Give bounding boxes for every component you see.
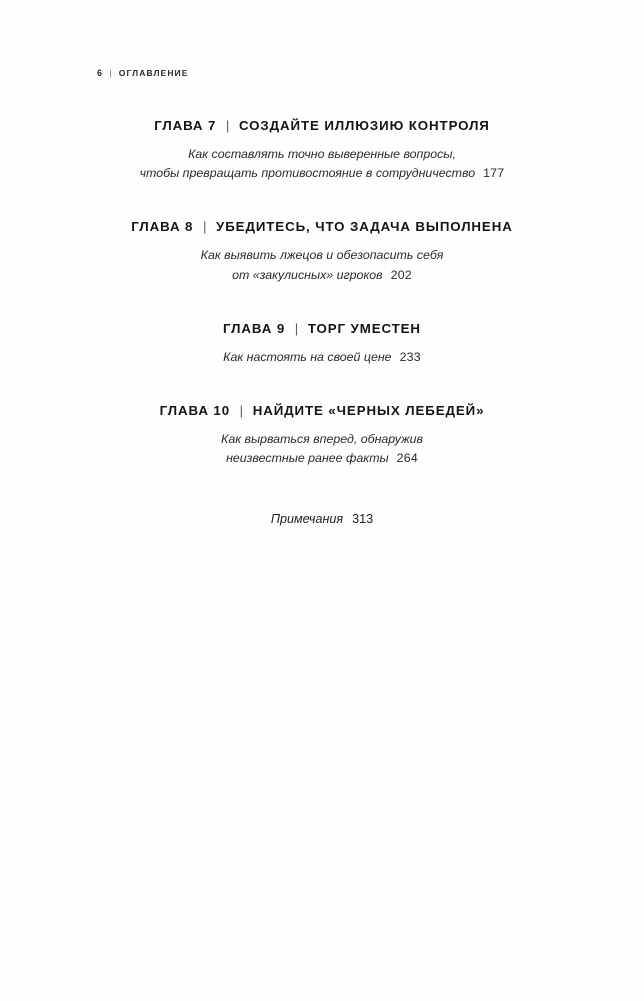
toc-entry[interactable] (87, 397, 557, 468)
toc-entry-subtitle (87, 145, 557, 183)
toc-entry-heading: СОЗДАЙТЕ ИЛЛЮЗИЮ КОНТРОЛЯ (239, 118, 490, 133)
toc-entry-title (87, 403, 557, 419)
toc-entry-chapter-label: ГЛАВА 9 (223, 320, 286, 336)
toc-entry-subtitle-text: от «закулисных» игроков (232, 267, 383, 282)
toc-entry-subtitle (87, 348, 557, 367)
toc-entry-subtitle (87, 246, 557, 284)
toc-entry-title (87, 321, 557, 337)
page-folio: 6 (97, 68, 103, 78)
toc-entry-page: 177 (483, 166, 505, 181)
toc-entry[interactable] (87, 213, 557, 284)
toc-entry-subtitle-text: чтобы превращать противостояние в сотрудничество (139, 166, 476, 181)
toc-entry-chapter-label: ГЛАВА 7 (154, 118, 217, 133)
running-head (97, 68, 189, 78)
toc-entry-separator: | (202, 219, 207, 235)
toc-entry-separator: | (239, 402, 244, 418)
running-head-separator: | (109, 68, 112, 78)
toc-entry-subtitle-line-1: Как выявить лжецов и обезопасить себя (200, 248, 444, 263)
toc-entry-notes[interactable] (0, 512, 644, 526)
toc-entry-page: 233 (399, 349, 421, 364)
toc-entry-heading: УБЕДИТЕСЬ, ЧТО ЗАДАЧА ВЫПОЛНЕНА (216, 219, 513, 235)
toc-entry-subtitle-text: неизвестные ранее факты (226, 451, 389, 466)
toc-entry-subtitle-line-2 (87, 164, 557, 183)
toc-entry-subtitle (87, 430, 557, 468)
toc-entry-subtitle-line-2 (87, 449, 557, 468)
toc-entry-separator: | (294, 320, 299, 336)
toc-entry-heading: ТОРГ УМЕСТЕН (307, 320, 421, 336)
toc-entry-title (87, 118, 557, 134)
toc-notes-label: Примечания (270, 512, 344, 527)
toc-entry[interactable] (87, 112, 557, 183)
toc-entry-heading: НАЙДИТЕ «ЧЕРНЫХ ЛЕБЕДЕЙ» (252, 402, 485, 418)
toc-entry[interactable] (87, 315, 557, 367)
toc-entry-separator: | (225, 118, 230, 133)
toc-notes-page: 313 (352, 512, 374, 527)
toc-entry-subtitle-line-1: Как вырваться вперед, обнаружив (221, 431, 423, 446)
toc-entry-subtitle-text: Как настоять на своей цене (223, 349, 392, 364)
toc-entry-subtitle-line-2 (87, 266, 557, 285)
toc-entry-chapter-label: ГЛАВА 8 (131, 219, 194, 235)
toc-entry-page: 264 (396, 451, 418, 466)
table-of-contents (0, 112, 644, 526)
toc-entry-subtitle-line-1: Как составлять точно выверенные вопросы, (188, 146, 456, 161)
toc-entry-page: 202 (390, 267, 412, 282)
toc-entry-title (87, 219, 557, 235)
toc-entry-chapter-label: ГЛАВА 10 (159, 402, 231, 418)
toc-entry-subtitle-line-1 (87, 348, 557, 367)
running-head-label: ОГЛАВЛЕНИЕ (118, 68, 189, 78)
